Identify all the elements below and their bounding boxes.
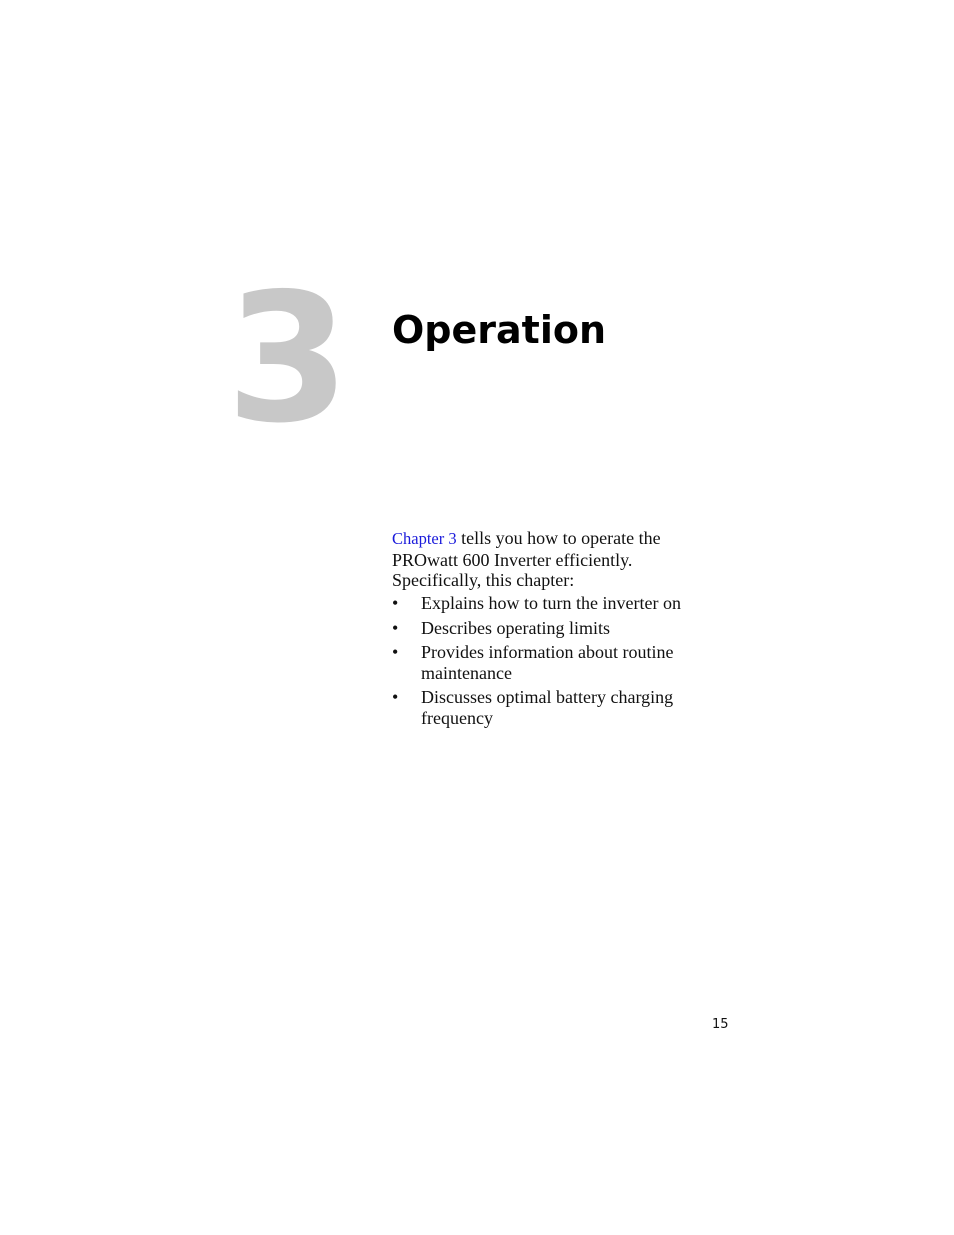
list-item-text: Discusses optimal battery charging frequency <box>421 687 674 728</box>
list-item-text: Explains how to turn the inverter on <box>421 593 681 613</box>
bullet-icon: • <box>392 617 399 638</box>
list-item-text: Describes operating limits <box>421 617 610 638</box>
bullet-icon: • <box>392 593 399 613</box>
chapter-number: 3 <box>226 255 346 462</box>
list-item <box>392 618 712 639</box>
intro-paragraph <box>392 528 712 591</box>
chapter-title: Operation <box>392 308 607 352</box>
page-number: 15 <box>712 1017 729 1032</box>
list-item <box>392 593 712 614</box>
intro-text: tells you how to operate the PROwatt 600 Inverter efficiently. Specifically, this chapter: <box>392 528 661 590</box>
bullet-icon: • <box>392 642 399 662</box>
chapter-3-link[interactable]: Chapter 3 <box>392 529 457 548</box>
chapter-contents-list <box>392 593 712 732</box>
list-item <box>392 642 712 683</box>
list-item <box>392 687 712 728</box>
list-item-text: Provides information about routine maintenance <box>421 642 674 683</box>
bullet-icon: • <box>392 687 399 707</box>
